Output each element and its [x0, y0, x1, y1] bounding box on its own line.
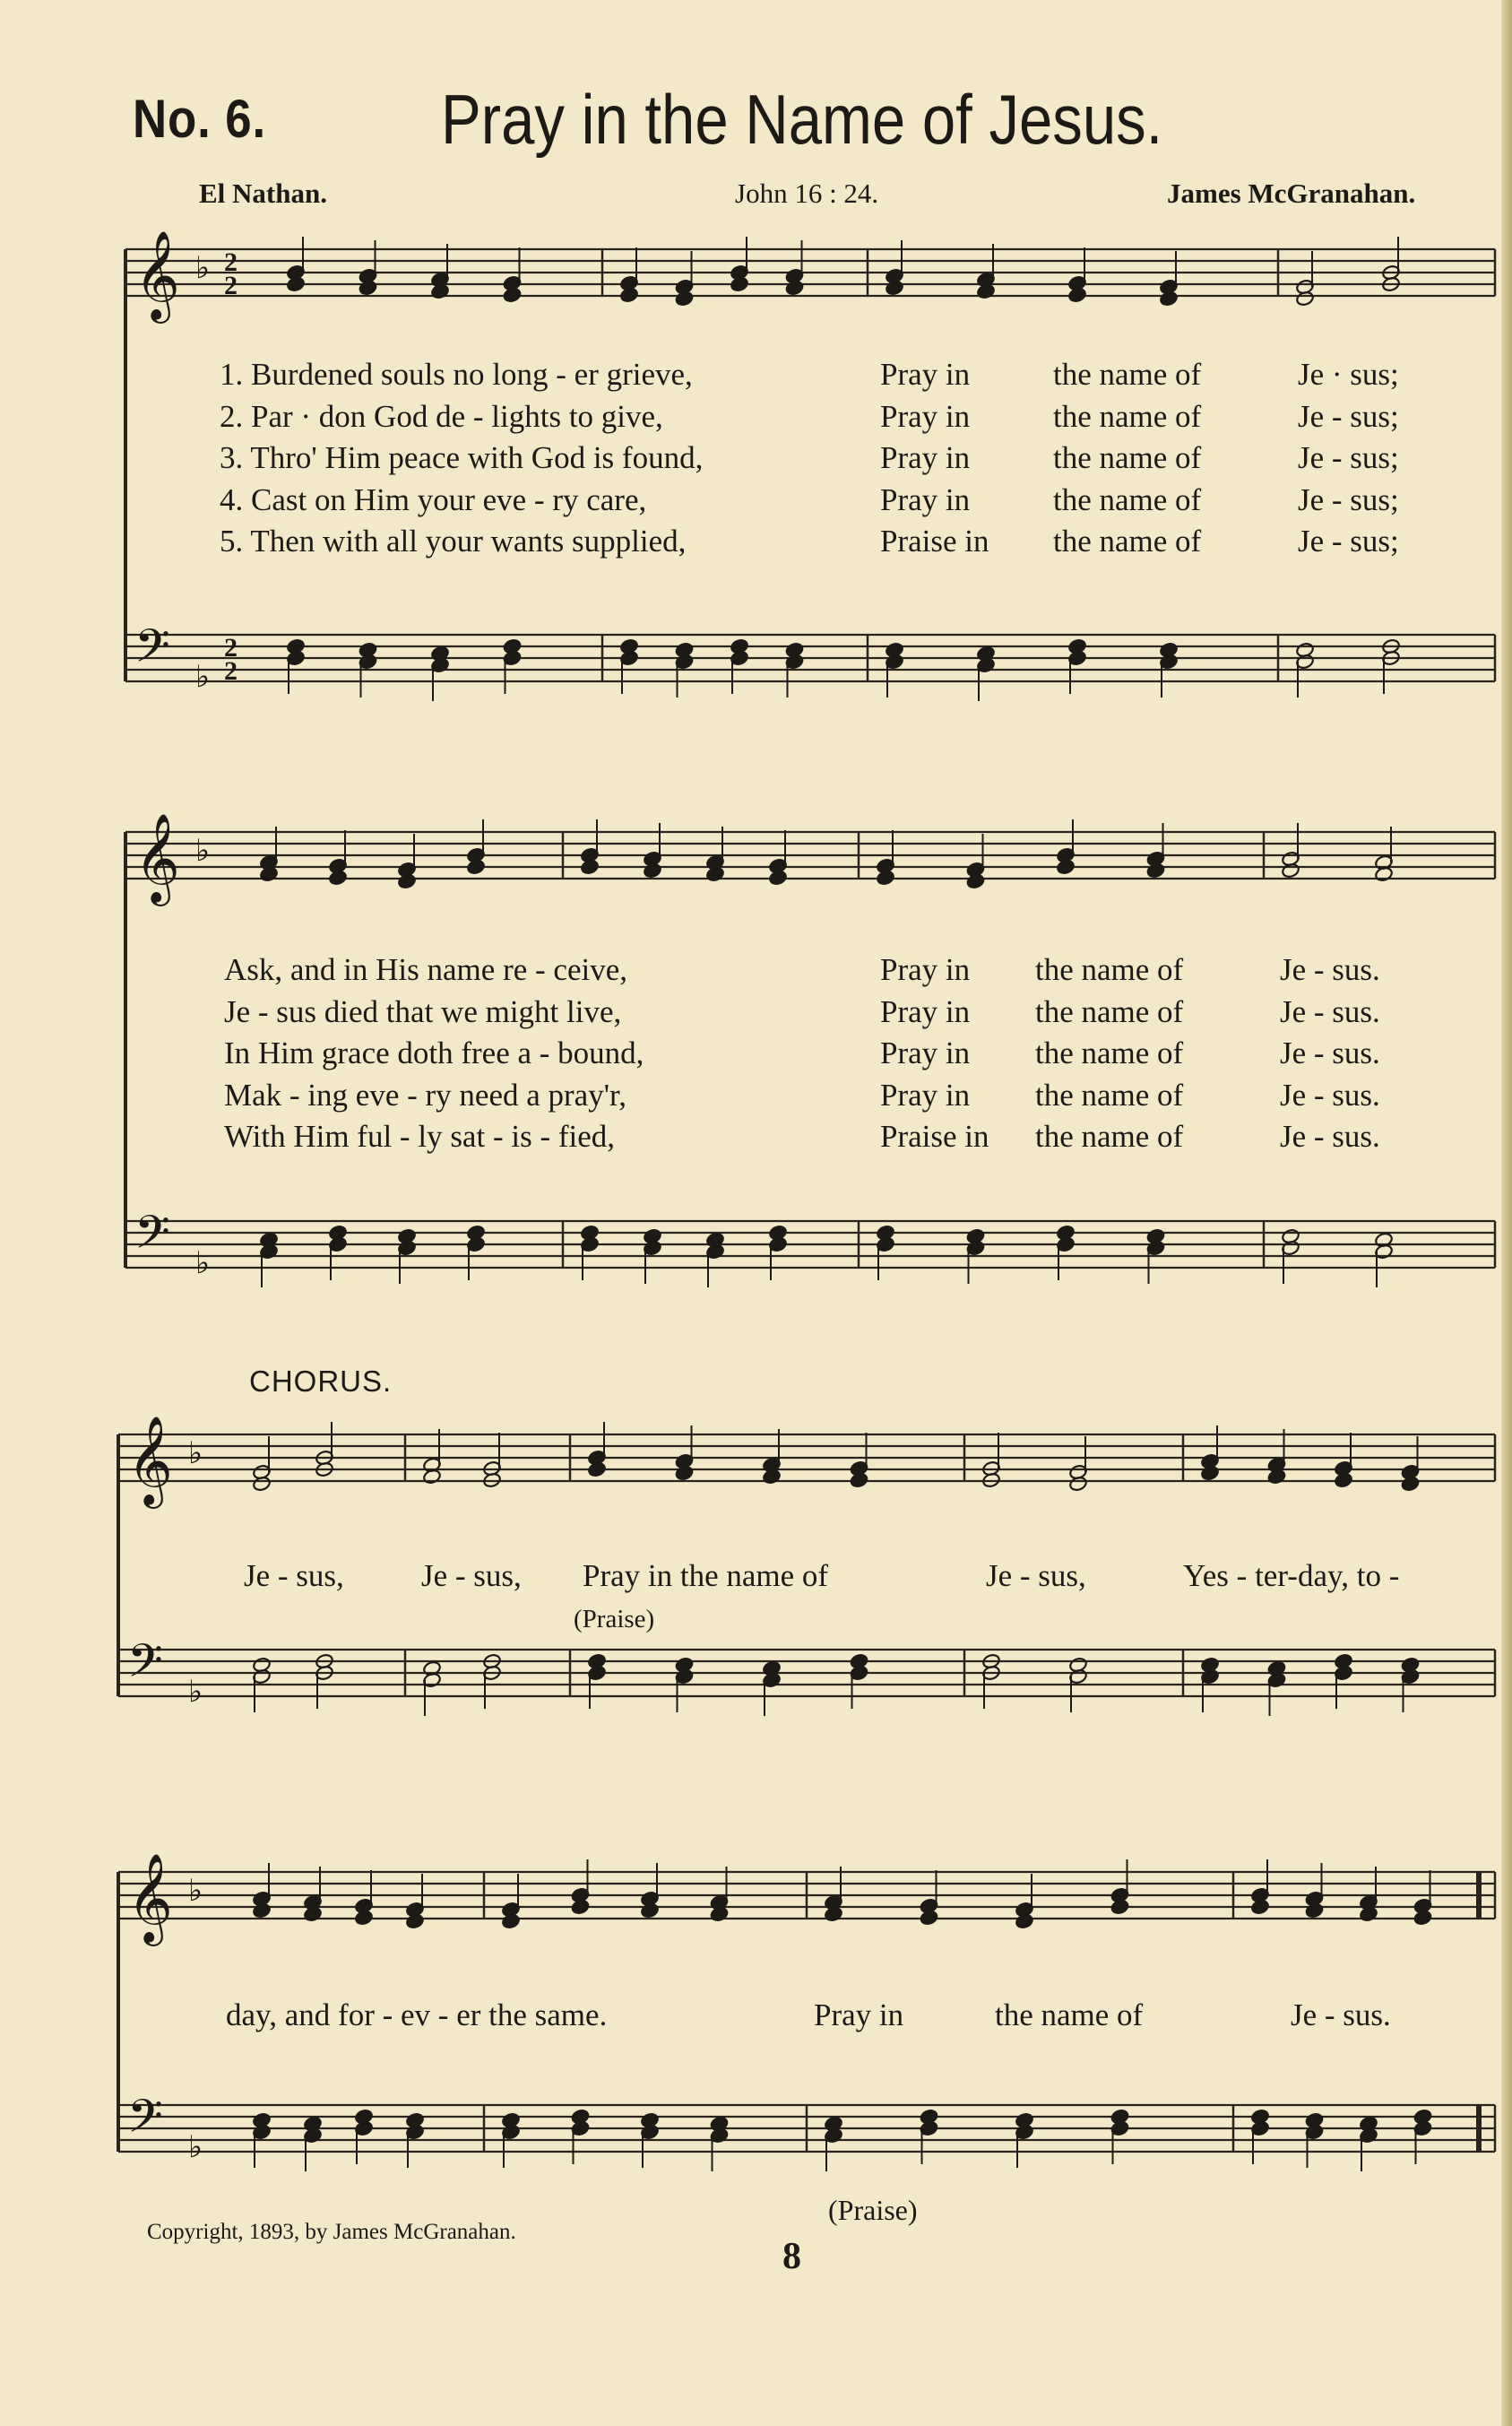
lyric-segment: Pray in — [880, 993, 971, 1029]
bass-staff — [118, 1650, 1495, 1696]
note — [1056, 819, 1075, 863]
note — [1381, 237, 1400, 281]
treble-clef-icon: 𝄞 — [134, 813, 180, 903]
lyric-segment: 3. Thro' Him peace with God is found, — [220, 440, 704, 475]
note — [966, 1240, 985, 1284]
praise-alternate-note-2: (Praise) — [828, 2194, 918, 2226]
note — [640, 1902, 659, 1919]
note — [1359, 1867, 1378, 1910]
note — [252, 1668, 271, 1712]
lyric-segment: 2. Par · don God de - lights to give, — [220, 398, 663, 434]
lyric-segment: 4. Cast on Him your eve - ry care, — [220, 481, 647, 517]
note — [1334, 1665, 1352, 1709]
note — [1250, 1899, 1269, 1915]
note — [675, 1425, 694, 1469]
note — [705, 827, 724, 871]
note — [1305, 1863, 1324, 1907]
lyric-segment: Praise in — [880, 524, 989, 559]
lyric-segment: Pray in — [880, 440, 971, 475]
note — [1295, 290, 1314, 307]
note — [1401, 1668, 1420, 1712]
lyric-segment: Je - sus. — [1280, 1119, 1380, 1154]
note — [1159, 654, 1178, 697]
note — [354, 1870, 373, 1914]
note — [710, 1906, 729, 1922]
note — [643, 1240, 661, 1284]
lyric-segment: day, and for - ev - er the same. — [226, 1997, 608, 2032]
lyric-segment: In Him grace doth free a - bound, — [224, 1035, 644, 1070]
lyric-segment: Je - sus, — [986, 1558, 1086, 1593]
note — [1056, 859, 1075, 875]
note — [354, 1910, 373, 1926]
lyric-segment: Pray in — [880, 952, 971, 987]
note — [675, 1465, 694, 1481]
lyric-segment: the name of — [1053, 398, 1202, 434]
note — [768, 870, 787, 886]
note — [1200, 1668, 1219, 1712]
note — [762, 1429, 781, 1473]
note — [1401, 1476, 1420, 1492]
note — [1267, 1469, 1286, 1485]
note — [920, 1910, 938, 1926]
note — [1374, 1243, 1393, 1287]
lyric-segment: the name of — [1053, 440, 1202, 475]
note — [730, 237, 748, 281]
note — [675, 290, 694, 307]
lyric-segment: Je - sus. — [1280, 1077, 1380, 1113]
time-signature-denominator: 2 — [224, 271, 238, 300]
flat-icon: ♭ — [195, 1245, 211, 1281]
treble-staff — [125, 249, 1495, 296]
note — [762, 1672, 781, 1716]
lyric-segment: Pray in — [880, 1035, 971, 1070]
note — [1250, 2120, 1269, 2164]
lyric-segment: Je - sus, — [421, 1558, 522, 1593]
note — [1200, 1425, 1219, 1469]
note — [252, 1476, 271, 1492]
note — [1146, 1240, 1165, 1284]
note — [328, 870, 347, 886]
lyric-segment: Yes - ter-day, to - — [1183, 1558, 1400, 1593]
note — [640, 1863, 659, 1907]
note — [885, 240, 903, 284]
note — [252, 1902, 271, 1919]
note — [1305, 1902, 1324, 1919]
treble-clef-icon: 𝄞 — [134, 230, 180, 320]
note — [571, 1899, 590, 1915]
note — [359, 280, 377, 296]
note — [785, 654, 804, 697]
lyric-segment: the name of — [1035, 952, 1184, 987]
note — [1110, 1859, 1129, 1903]
note — [850, 1472, 868, 1488]
note — [640, 2124, 659, 2168]
note — [303, 1867, 322, 1910]
lyric-segment: the name of — [1053, 481, 1202, 517]
note — [785, 240, 804, 284]
note — [430, 283, 449, 299]
note — [1068, 1476, 1087, 1492]
lyric-segment: Je - sus. — [1280, 952, 1380, 987]
note — [359, 240, 377, 284]
note — [430, 244, 449, 288]
note — [824, 2127, 842, 2171]
note — [397, 873, 416, 889]
note — [587, 1422, 606, 1466]
note — [876, 1236, 894, 1280]
note — [1413, 1870, 1432, 1914]
note — [501, 2124, 520, 2168]
hymn-number: No. 6. — [133, 89, 267, 149]
lyric-segment: Ask, and in His name re - ceive, — [224, 952, 627, 987]
lyric-segment: Mak - ing eve - ry need a pray'r, — [224, 1077, 627, 1113]
lyric-segment: Pray in the name of — [583, 1558, 829, 1593]
note — [286, 237, 305, 281]
note — [885, 654, 903, 697]
note — [466, 859, 485, 875]
note — [1413, 2120, 1432, 2164]
lyric-segment: the name of — [1053, 357, 1202, 392]
note — [501, 1913, 520, 1929]
note — [981, 1665, 1000, 1709]
lyric-segment: Pray in — [814, 1997, 904, 2032]
note — [920, 2120, 938, 2164]
note — [328, 830, 347, 874]
note — [705, 866, 724, 882]
author-credit: El Nathan. — [199, 178, 327, 209]
note — [259, 1243, 278, 1287]
note — [422, 1672, 441, 1716]
note — [1334, 1433, 1352, 1477]
note — [328, 1236, 347, 1280]
note — [824, 1906, 842, 1922]
lyric-segment: With Him ful - ly sat - is - fied, — [224, 1119, 616, 1154]
note — [1056, 1236, 1075, 1280]
note — [315, 1422, 333, 1466]
note — [259, 827, 278, 871]
note — [876, 870, 894, 886]
treble-clef-icon: 𝄞 — [127, 1853, 173, 1943]
note — [286, 650, 305, 694]
note — [768, 1236, 787, 1280]
note — [1068, 1668, 1087, 1712]
chorus-label: CHORUS. — [249, 1365, 393, 1398]
note — [619, 650, 638, 694]
lyric-segment: the name of — [1035, 993, 1184, 1029]
note — [1281, 1240, 1300, 1284]
note — [785, 280, 804, 296]
note — [503, 247, 522, 291]
note — [430, 657, 449, 701]
note — [1413, 1910, 1432, 1926]
lyric-segment: Je · sus; — [1298, 357, 1399, 392]
note — [252, 1863, 271, 1907]
note — [503, 650, 522, 694]
treble-staff — [118, 1434, 1495, 1481]
bass-staff — [125, 635, 1495, 681]
flat-icon: ♭ — [195, 833, 211, 869]
note — [286, 276, 305, 292]
copyright-notice: Copyright, 1893, by James McGranahan. — [147, 2220, 516, 2244]
note — [1359, 2127, 1378, 2171]
lyric-segment: Pray in — [880, 357, 971, 392]
note — [762, 1469, 781, 1485]
note — [976, 283, 995, 299]
note — [1015, 2124, 1033, 2168]
note — [824, 1867, 842, 1910]
note — [571, 1859, 590, 1903]
hymn-title: Pray in the Name of Jesus. — [441, 80, 1163, 159]
lyric-segment: Je - sus; — [1298, 440, 1399, 475]
lyric-segment: the name of — [1035, 1035, 1184, 1070]
flat-icon: ♭ — [188, 2129, 203, 2165]
note — [405, 1913, 424, 1929]
lyric-segment: Pray in — [880, 481, 971, 517]
note — [315, 1665, 333, 1709]
praise-alternate-note: (Praise) — [574, 1605, 655, 1633]
lyric-segment: Praise in — [880, 1119, 989, 1154]
note — [643, 862, 661, 879]
note — [850, 1433, 868, 1477]
note — [422, 1429, 441, 1473]
note — [876, 830, 894, 874]
lyric-segment: Je - sus; — [1298, 481, 1399, 517]
note — [710, 2127, 729, 2171]
note — [1250, 1859, 1269, 1903]
note — [885, 280, 903, 296]
note — [705, 1243, 724, 1287]
time-signature-numerator: 2 — [224, 633, 238, 663]
lyric-segment: the name of — [1035, 1077, 1184, 1113]
note — [643, 823, 661, 867]
note — [482, 1665, 501, 1709]
lyric-segment: the name of — [1053, 524, 1202, 559]
lyric-segment: Je - sus. — [1291, 1997, 1391, 2032]
note — [1281, 823, 1300, 867]
note — [1334, 1472, 1352, 1488]
note — [1374, 827, 1393, 871]
note — [405, 2124, 424, 2168]
note — [710, 1867, 729, 1910]
note — [1267, 1429, 1286, 1473]
note — [303, 1906, 322, 1922]
note — [730, 650, 748, 694]
note — [580, 859, 599, 875]
lyric-segment: Pray in — [880, 398, 971, 434]
note — [1374, 866, 1393, 882]
scripture-reference: John 16 : 24. — [735, 178, 879, 209]
lyric-segment: Je - sus. — [1280, 993, 1380, 1029]
bass-clef-icon: 𝄢 — [127, 2089, 163, 2154]
note — [675, 654, 694, 697]
lyric-segment: Je - sus; — [1298, 524, 1399, 559]
note — [466, 1236, 485, 1280]
note — [1281, 862, 1300, 879]
note — [850, 1665, 868, 1709]
lyric-segment: 5. Then with all your wants supplied, — [220, 524, 687, 559]
lyric-segment: Je - sus; — [1298, 398, 1399, 434]
note — [1146, 823, 1165, 867]
lyric-segment: Je - sus. — [1280, 1035, 1380, 1070]
flat-icon: ♭ — [195, 250, 211, 286]
note — [768, 830, 787, 874]
page-number: 8 — [782, 2236, 801, 2277]
note — [1381, 650, 1400, 694]
note — [397, 1240, 416, 1284]
note — [1067, 247, 1086, 291]
lyric-segment: 1. Burdened souls no long - er grieve, — [220, 357, 693, 392]
note — [1146, 862, 1165, 879]
note — [466, 819, 485, 863]
note — [587, 1461, 606, 1477]
bass-clef-icon: 𝄢 — [127, 1633, 163, 1699]
composer-credit: James McGranahan. — [1167, 178, 1416, 209]
note — [966, 873, 985, 889]
note — [303, 2127, 322, 2171]
bass-clef-icon: 𝄢 — [134, 1205, 170, 1270]
flat-icon: ♭ — [188, 1873, 203, 1909]
flat-icon: ♭ — [195, 659, 211, 695]
note — [422, 1469, 441, 1485]
note — [976, 657, 995, 701]
note — [1305, 2124, 1324, 2168]
time-signature-numerator: 2 — [224, 247, 238, 277]
note — [1200, 1465, 1219, 1481]
note — [619, 287, 638, 303]
note — [252, 2124, 271, 2168]
note — [976, 244, 995, 288]
note — [359, 654, 377, 697]
note — [354, 2120, 373, 2164]
note — [1267, 1672, 1286, 1716]
note — [1110, 2120, 1129, 2164]
note — [1110, 1899, 1129, 1915]
note — [1067, 287, 1086, 303]
note — [920, 1870, 938, 1914]
note — [1067, 650, 1086, 694]
note — [1159, 290, 1178, 307]
flat-icon: ♭ — [188, 1435, 203, 1471]
lyric-segment: Je - sus, — [244, 1558, 344, 1593]
note — [580, 819, 599, 863]
note — [1359, 1906, 1378, 1922]
note — [503, 287, 522, 303]
lyric-segment: the name of — [995, 1997, 1144, 2032]
note — [587, 1665, 606, 1709]
note — [1295, 654, 1314, 697]
treble-clef-icon: 𝄞 — [127, 1416, 173, 1505]
bass-clef-icon: 𝄢 — [134, 619, 170, 684]
lyric-segment: the name of — [1035, 1119, 1184, 1154]
note — [730, 276, 748, 292]
treble-staff — [125, 832, 1495, 879]
note — [675, 1668, 694, 1712]
note — [619, 247, 638, 291]
note — [580, 1236, 599, 1280]
note — [1015, 1913, 1033, 1929]
flat-icon: ♭ — [188, 1674, 203, 1710]
note — [259, 866, 278, 882]
lyric-segment: Pray in — [880, 1077, 971, 1113]
lyric-segment: Je - sus died that we might live, — [224, 993, 622, 1029]
note — [571, 2120, 590, 2164]
time-signature-denominator: 2 — [224, 656, 238, 686]
